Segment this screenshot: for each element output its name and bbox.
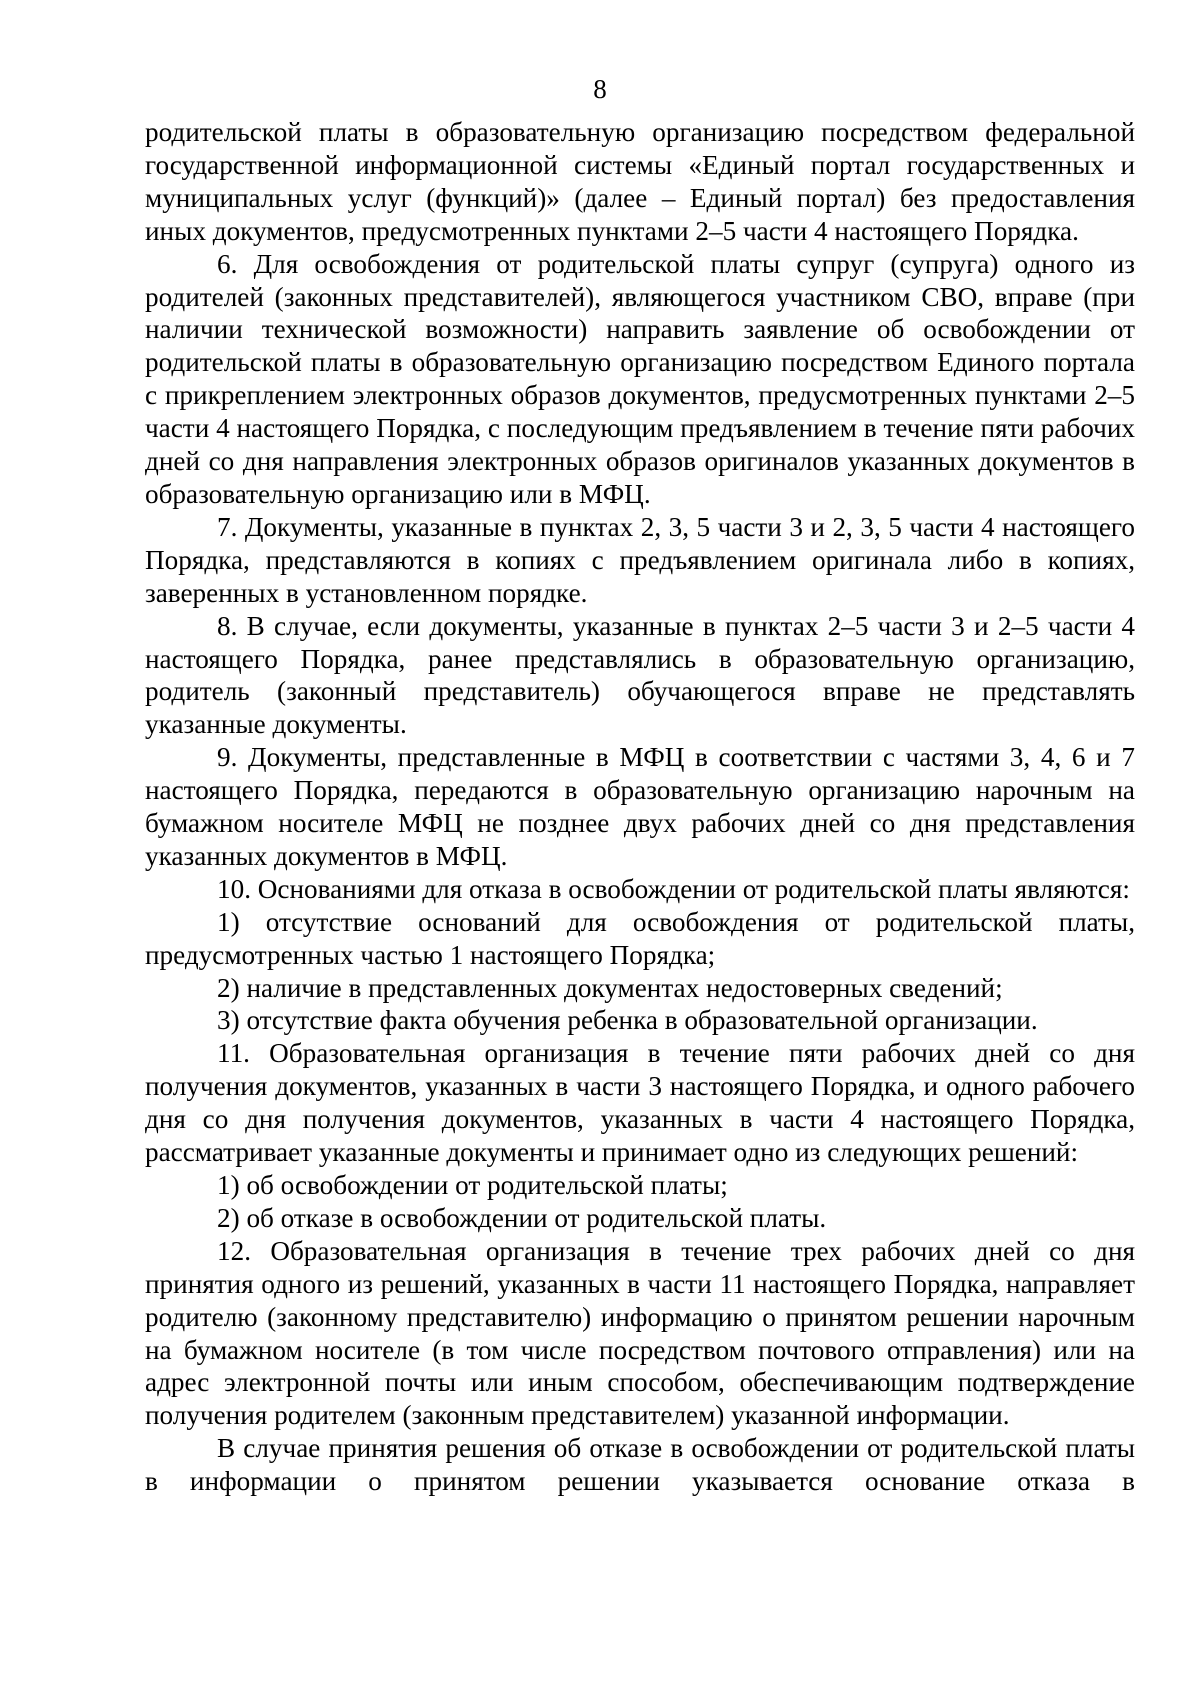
list-item-11-1: 1) об освобождении от родительской платы; — [217, 1170, 728, 1200]
list-item-11-2: 2) об отказе в освобождении от родительской платы. — [217, 1202, 827, 1233]
paragraph-11: 11. Образовательная организация в течение пяти рабочих дней со дня получения документов, указанных в части 3 настоящего Порядка, и одного рабочего дня со дня получения документов, указанных в части 4 настоящего Порядка, рассматривает указанные документы и принимает одно из следующих решений: — [145, 1038, 1135, 1168]
list-item-10-2: 2) наличие в представленных документах недостоверных сведений; — [217, 972, 1003, 1003]
list-item-10-1: 1) отсутствие оснований для освобождения от родительской платы, предусмотренных частью 1 настоящего Порядка; — [145, 906, 1135, 970]
paragraph-6: 6. Для освобождения от родительской платы супруг (супруга) одного из родителей (законных представителей), являющегося участником СВО, вправе (при наличии технической возможности) направить заявление об освобождении от родительской платы в образовательную организацию посредством Единого портала с прикреплением электронных образов документов, предусмотренных пунктами 2–5 части 4 настоящего Порядка, с последующим предъявлением в течение пяти рабочих дней со дня направления электронных образов оригиналов указанных документов в образовательную организацию или в МФЦ. — [145, 248, 1135, 509]
document-body — [145, 116, 1135, 1498]
list-item-10-3: 3) отсутствие факта обучения ребенка в образовательной организации. — [217, 1005, 1038, 1036]
paragraph-10: 10. Основаниями для отказа в освобождении от родительской платы являются: — [217, 873, 1130, 904]
paragraph-7: 7. Документы, указанные в пунктах 2, 3, 5 части 3 и 2, 3, 5 части 4 настоящего Порядка, представляются в копиях с предъявлением оригинала либо в копиях, заверенных в установленном порядке. — [145, 511, 1135, 608]
paragraph-8: 8. В случае, если документы, указанные в пунктах 2–5 части 3 и 2–5 части 4 настоящего Порядка, ранее представлялись в образовательную организацию, родитель (законный представитель) обучающегося вправе не представлять указанные документы. — [145, 610, 1135, 740]
paragraph-9: 9. Документы, представленные в МФЦ в соответствии с частями 3, 4, 6 и 7 настоящего Порядка, передаются в образовательную организацию нарочным на бумажном носителе МФЦ не позднее двух рабочих дней со дня представления указанных документов в МФЦ. — [145, 742, 1135, 871]
paragraph-refusal-info: В случае принятия решения об отказе в освобождении от родительской платы в информации о принятом решении указывается основание отказа в — [145, 1433, 1135, 1497]
paragraph-12: 12. Образовательная организация в течение трех рабочих дней со дня принятия одного из решений, указанных в части 11 настоящего Порядка, направляет родителю (законному представителю) информацию о принятом решении нарочным на бумажном носителе (в том числе посредством почтового отправления) или на адрес электронной почты или иным способом, обеспечивающим подтверждение получения родителем (законным представителем) указанной информации. — [145, 1235, 1135, 1431]
paragraph-continuation: родительской платы в образовательную организацию посредством федеральной государственной информационной системы «Единый портал государственных и муниципальных услуг (функций)» (далее – Единый портал) без предоставления иных документов, предусмотренных пунктами 2–5 части 4 настоящего Порядка. — [145, 117, 1135, 246]
page-number: 8 — [593, 74, 607, 104]
